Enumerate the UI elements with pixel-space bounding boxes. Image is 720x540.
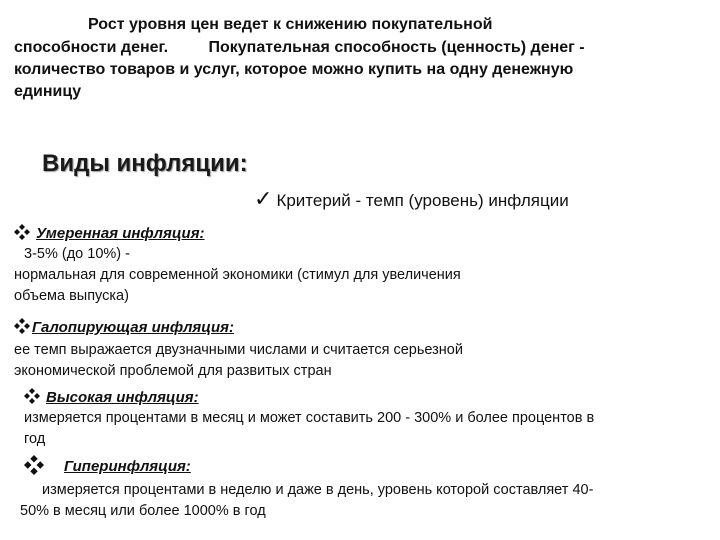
type-header-hyper bbox=[24, 455, 191, 476]
type-header-high bbox=[24, 388, 199, 407]
type-name: Гиперинфляция: bbox=[64, 458, 191, 475]
type-line: 50% в месяц или более 1000% в год bbox=[20, 503, 266, 519]
type-line: объема выпуска) bbox=[14, 288, 129, 304]
section-heading: Виды инфляции: bbox=[42, 150, 248, 177]
quad-diamond-bullet-icon bbox=[14, 224, 30, 240]
type-name: Умеренная инфляция: bbox=[36, 225, 205, 242]
type-line: измеряется процентами в неделю и даже в день, уровень которой составляет 40- bbox=[42, 482, 594, 498]
intro-line-1-text: Рост уровня цен ведет к снижению покупательной bbox=[88, 16, 493, 33]
type-header-galloping bbox=[14, 318, 234, 337]
intro-line-4 bbox=[14, 81, 81, 103]
intro-line-2b-text: Покупательная способность (ценность) денег - bbox=[208, 39, 585, 56]
quad-diamond-bullet-icon bbox=[14, 318, 30, 334]
quad-diamond-bullet-icon bbox=[24, 388, 40, 404]
checkmark-icon: ✓ bbox=[254, 186, 273, 211]
intro-line-3 bbox=[14, 59, 573, 81]
type-header-moderate bbox=[14, 224, 205, 243]
type-line: экономической проблемой для развитых стран bbox=[14, 363, 332, 379]
type-line: 3-5% (до 10%) - bbox=[24, 246, 130, 262]
intro-line-4-text: единицу bbox=[14, 83, 82, 100]
quad-diamond-bullet-icon bbox=[24, 455, 44, 475]
type-name: Высокая инфляция: bbox=[46, 389, 199, 406]
type-line: нормальная для современной экономики (стимул для увеличения bbox=[14, 267, 461, 283]
type-line: ее темп выражается двузначными числами и считается серьезной bbox=[14, 342, 463, 358]
intro-line-1 bbox=[88, 14, 492, 36]
criterion-line bbox=[254, 186, 569, 212]
type-line: измеряется процентами в месяц и может составить 200 - 300% и более процентов в bbox=[24, 410, 595, 426]
intro-line-3-text: количество товаров и услуг, которое можно купить на одну денежную bbox=[14, 61, 574, 78]
type-line: год bbox=[24, 431, 46, 447]
type-name: Галопирующая инфляция: bbox=[32, 319, 234, 336]
criterion-text: Критерий - темп (уровень) инфляции bbox=[276, 191, 569, 210]
intro-line-2a-text: способности денег. bbox=[14, 39, 169, 56]
intro-line-2 bbox=[14, 37, 585, 59]
